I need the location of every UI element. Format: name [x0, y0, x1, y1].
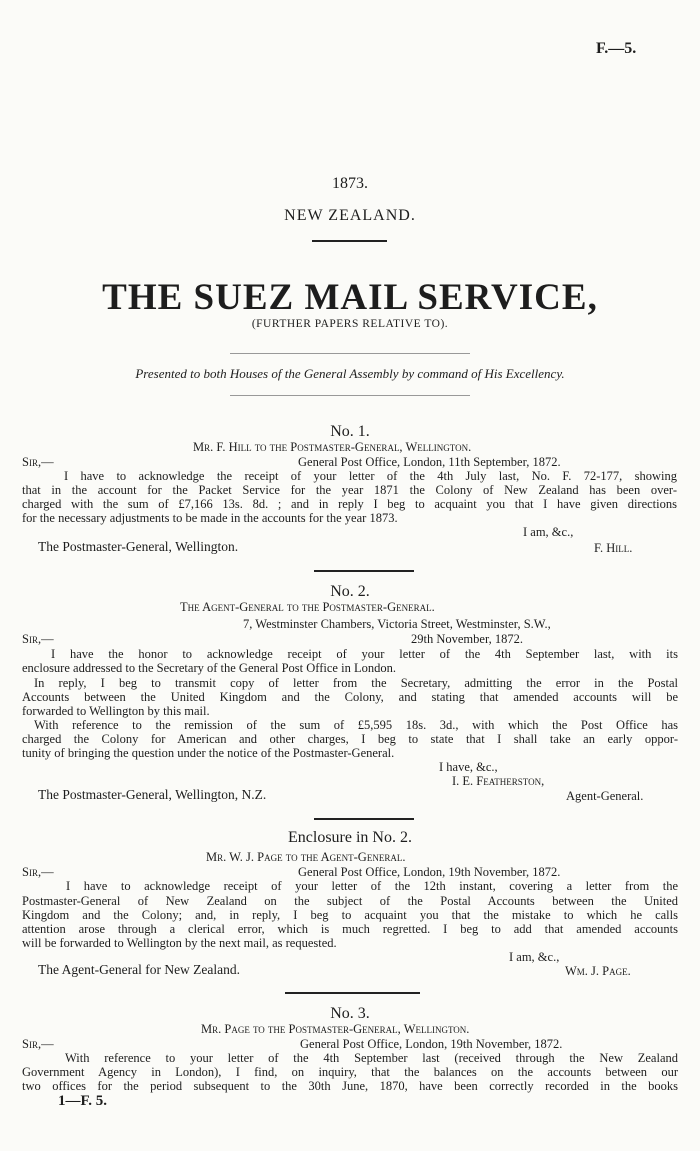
section-divider — [314, 818, 414, 820]
no3-address: General Post Office, London, 19th November, 1872. — [300, 1037, 563, 1051]
enc2-line: will be forwarded to Wellington by the next mail, as requested. — [22, 936, 337, 950]
no2-line: Accounts between the United Kingdom and the Colony, and stating that amended accounts will be — [22, 690, 678, 704]
no2-closing-2: I. E. Featherston, — [452, 774, 545, 788]
enc2-closing: I am, &c., — [509, 950, 560, 964]
country: NEW ZEALAND. — [284, 207, 416, 224]
no1-address: General Post Office, London, 11th September, 1872. — [298, 455, 561, 469]
presented-rule-bottom — [230, 395, 470, 396]
no3-line: two offices for the period subsequent to the 30th June, 1870, have been correctly recorded in the books — [22, 1079, 678, 1093]
section-divider — [285, 992, 420, 994]
no1-closing: I am, &c., — [523, 525, 574, 539]
enc2-address: General Post Office, London, 19th November, 1872. — [298, 865, 561, 879]
no2-address-1: 7, Westminster Chambers, Victoria Street, Westminster, S.W., — [243, 617, 551, 631]
enc2-salutation: Sir,— — [22, 865, 54, 879]
enc2-heading: Enclosure in No. 2. — [288, 829, 412, 846]
subtitle: (FURTHER PAPERS RELATIVE TO). — [251, 318, 449, 330]
no2-line: I have the honor to acknowledge receipt of your letter of the 4th September last, with its — [51, 647, 678, 661]
enc2-from-to: Mr. W. J. Page to the Agent-General. — [206, 850, 406, 864]
main-title: THE SUEZ MAIL SERVICE, — [102, 277, 598, 318]
no3-salutation: Sir,— — [22, 1037, 54, 1051]
enc2-line: attention arose through a clerical error, which is much regretted. I beg to add that amended accounts — [22, 922, 678, 936]
presented-line: Presented to both Houses of the General Assembly by command of His Excellency. — [135, 366, 565, 381]
no2-signature: Agent-General. — [566, 789, 644, 803]
no2-from-to: The Agent-General to the Postmaster-General. — [180, 600, 435, 614]
no3-line: Government Agency in London), I find, on inquiry, that the balances on the accounts between our — [22, 1065, 678, 1079]
title-divider — [312, 240, 387, 242]
no2-salutation: Sir,— — [22, 632, 54, 646]
presented-rule-top — [230, 353, 470, 354]
no1-addressee: The Postmaster-General, Wellington. — [38, 539, 239, 554]
no3-line: With reference to your letter of the 4th September last (received through the New Zealand — [65, 1051, 678, 1065]
no1-signature: F. Hill. — [594, 541, 633, 555]
enc2-line: I have to acknowledge receipt of your letter of the 12th instant, covering a letter from the — [66, 879, 678, 893]
no1-from-to: Mr. F. Hill to the Postmaster-General, Wellington. — [193, 440, 472, 454]
footer-mark: 1—F. 5. — [58, 1093, 108, 1109]
no1-salutation: Sir,— — [22, 455, 54, 469]
no3-from-to: Mr. Page to the Postmaster-General, Wellington. — [201, 1022, 470, 1036]
no2-addressee: The Postmaster-General, Wellington, N.Z. — [38, 787, 267, 802]
no1-line: charged with the sum of £7,166 13s. 8d. ; and in reply I beg to acquaint you that I have given directions — [22, 497, 677, 511]
enc2-signature: Wm. J. Page. — [565, 964, 631, 978]
no1-line: I have to acknowledge the receipt of your letter of the 4th July last, No. F. 72-177, showing — [64, 469, 677, 483]
no3-heading: No. 3. — [330, 1005, 370, 1022]
enc2-addressee: The Agent-General for New Zealand. — [38, 962, 241, 977]
no2-line: enclosure addressed to the Secretary of the General Post Office in London. — [22, 661, 396, 675]
no2-line: tunity of bringing the question under the notice of the Postmaster-General. — [22, 746, 395, 760]
section-divider — [314, 570, 414, 572]
no1-line: that in the account for the Packet Service for the year 1871 the Colony of New Zealand has been over- — [22, 483, 677, 497]
no1-line: for the necessary adjustments to be made in the accounts for the year 1873. — [22, 511, 398, 525]
enc2-line: Kingdom and the Colony; and, in reply, I beg to acquaint you that the mistake to which he calls — [22, 908, 678, 922]
no2-line: forwarded to Wellington by this mail. — [22, 704, 210, 718]
no2-line: charged the Colony for American and other charges, I beg to state that I shall take an early oppor- — [22, 732, 678, 746]
no2-heading: No. 2. — [330, 583, 370, 600]
no2-address-2: 29th November, 1872. — [411, 632, 523, 646]
page-reference: F.—5. — [596, 40, 637, 57]
no2-line: With reference to the remission of the sum of £5,595 18s. 3d., with which the Post Office has — [34, 718, 678, 732]
enc2-line: Postmaster-General of New Zealand on the subject of the Postal Accounts between the United — [22, 894, 678, 908]
year: 1873. — [332, 175, 368, 192]
no1-heading: No. 1. — [330, 423, 370, 440]
no2-closing-1: I have, &c., — [439, 760, 498, 774]
no2-line: In reply, I beg to transmit copy of letter from the Secretary, admitting the error in the Postal — [34, 676, 678, 690]
